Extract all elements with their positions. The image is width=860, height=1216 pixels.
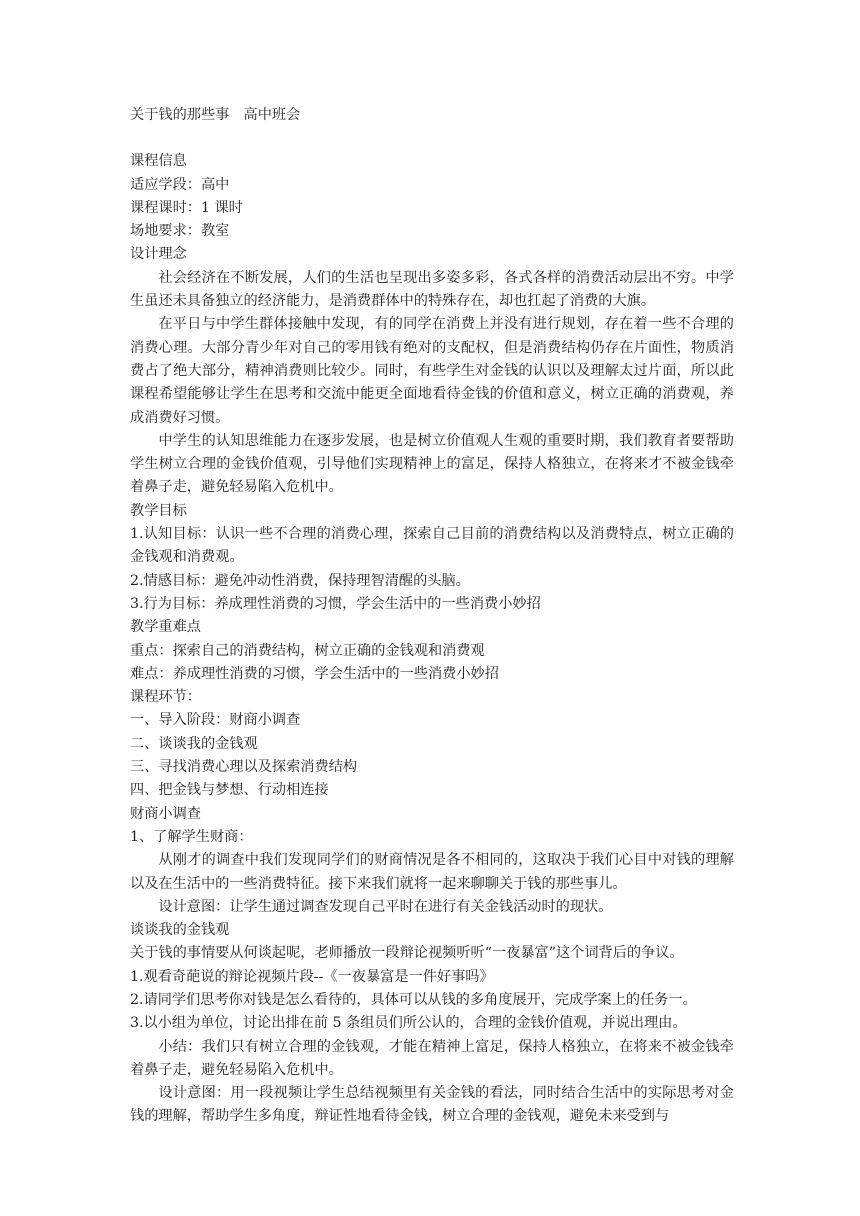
goal-item: 3.行为目标：养成理性消费的习惯，学会生活中的一些消费小妙招 [130,595,541,612]
key-point-difficulty: 难点：养成理性消费的习惯，学会生活中的一些消费小妙招 [130,665,499,682]
process-step: 四、把金钱与梦想、行动相连接 [130,782,329,799]
money-view-item: 3.以小组为单位，讨论出排在前 5 条组员们所公认的，合理的金钱价值观，并说出理由。 [130,1015,687,1032]
course-venue: 场地要求：教室 [130,223,230,240]
design-concept-paragraph: 社会经济在不断发展，人们的生活也呈现出多姿多彩，各式各样的消费活动层出不穷。中学生虽还未具备独立的经济能力，是消费群体中的特殊存在，却也扛起了消费的大旗。 [130,269,734,310]
course-hours: 课程课时：1 课时 [130,199,243,216]
key-points-heading: 教学重难点 [130,619,201,636]
process-step: 二、谈谈我的金钱观 [130,735,258,752]
document-title: 关于钱的那些事 高中班会 [130,107,301,123]
survey-heading: 财商小调查 [130,805,201,822]
process-step: 三、寻找消费心理以及探索消费结构 [130,759,358,776]
money-view-item: 2.请同学们思考你对钱是怎么看待的，具体可以从钱的多角度展开，完成学案上的任务一。 [130,991,697,1008]
goals-heading: 教学目标 [130,502,187,519]
process-step: 一、导入阶段：财商小调查 [130,712,301,729]
key-point-focus: 重点：探索自己的消费结构，树立正确的金钱观和消费观 [130,642,485,659]
process-heading: 课程环节： [130,689,201,706]
money-view-intent: 设计意图：用一段视频让学生总结视频里有关金钱的看法，同时结合生活中的实际思考对金钱的理解，帮助学生多角度，辩证性地看待金钱，树立合理的金钱观，避免未来受到与 [130,1085,734,1125]
money-view-item: 1.观看奇葩说的辩论视频片段--《一夜暴富是一件好事吗》 [130,968,494,985]
design-concept-heading: 设计理念 [130,246,187,263]
survey-intent: 设计意图：让学生通过调查发现自己平时在进行有关金钱活动时的现状。 [158,898,613,915]
money-view-heading: 谈谈我的金钱观 [130,922,230,939]
goal-item: 1.认知目标：认识一些不合理的消费心理，探索自己目前的消费结构以及消费特点，树立正确的金钱观和消费观。 [130,526,734,566]
course-stage: 适应学段：高中 [130,176,230,193]
goal-item: 2.情感目标：避免冲动性消费，保持理智清醒的头脑。 [130,572,470,589]
design-concept-paragraph: 在平日与中学生群体接触中发现，有的同学在消费上并没有进行规划，存在着一些不合理的消费心理。大部分青少年对自己的零用钱有绝对的支配权，但是消费结构仍存在片面性，物质消费占了绝大部分，精神消费则比较少。同时，有些学生对金钱的认识以及理解太过片面，所以此课程希望能够让学生在思考和交流中能更全面地看待金钱的价值和意义，树立正确的消费观，养成消费好习惯。 [130,316,734,426]
design-concept-paragraph: 中学生的认知思维能力在逐步发展，也是树立价值观人生观的重要时期，我们教育者要帮助学生树立合理的金钱价值观，引导他们实现精神上的富足，保持人格独立，在将来才不被金钱牵着鼻子走，避免轻易陷入危机中。 [130,432,734,496]
course-info-heading: 课程信息 [130,153,187,170]
survey-paragraph: 从刚才的调查中我们发现同学们的财商情况是各不相同的，这取决于我们心目中对钱的理解以及在生活中的一些消费特征。接下来我们就将一起来聊聊关于钱的那些事儿。 [130,852,734,892]
document-page [130,104,734,1129]
money-view-intro: 关于钱的事情要从何谈起呢，老师播放一段辩论视频听听“一夜暴富”这个词背后的争议。 [130,945,684,962]
survey-subheading: 1、了解学生财商： [130,828,253,845]
money-view-summary: 小结：我们只有树立合理的金钱观，才能在精神上富足，保持人格独立，在将来不被金钱牵着鼻子走，避免轻易陷入危机中。 [130,1038,734,1078]
